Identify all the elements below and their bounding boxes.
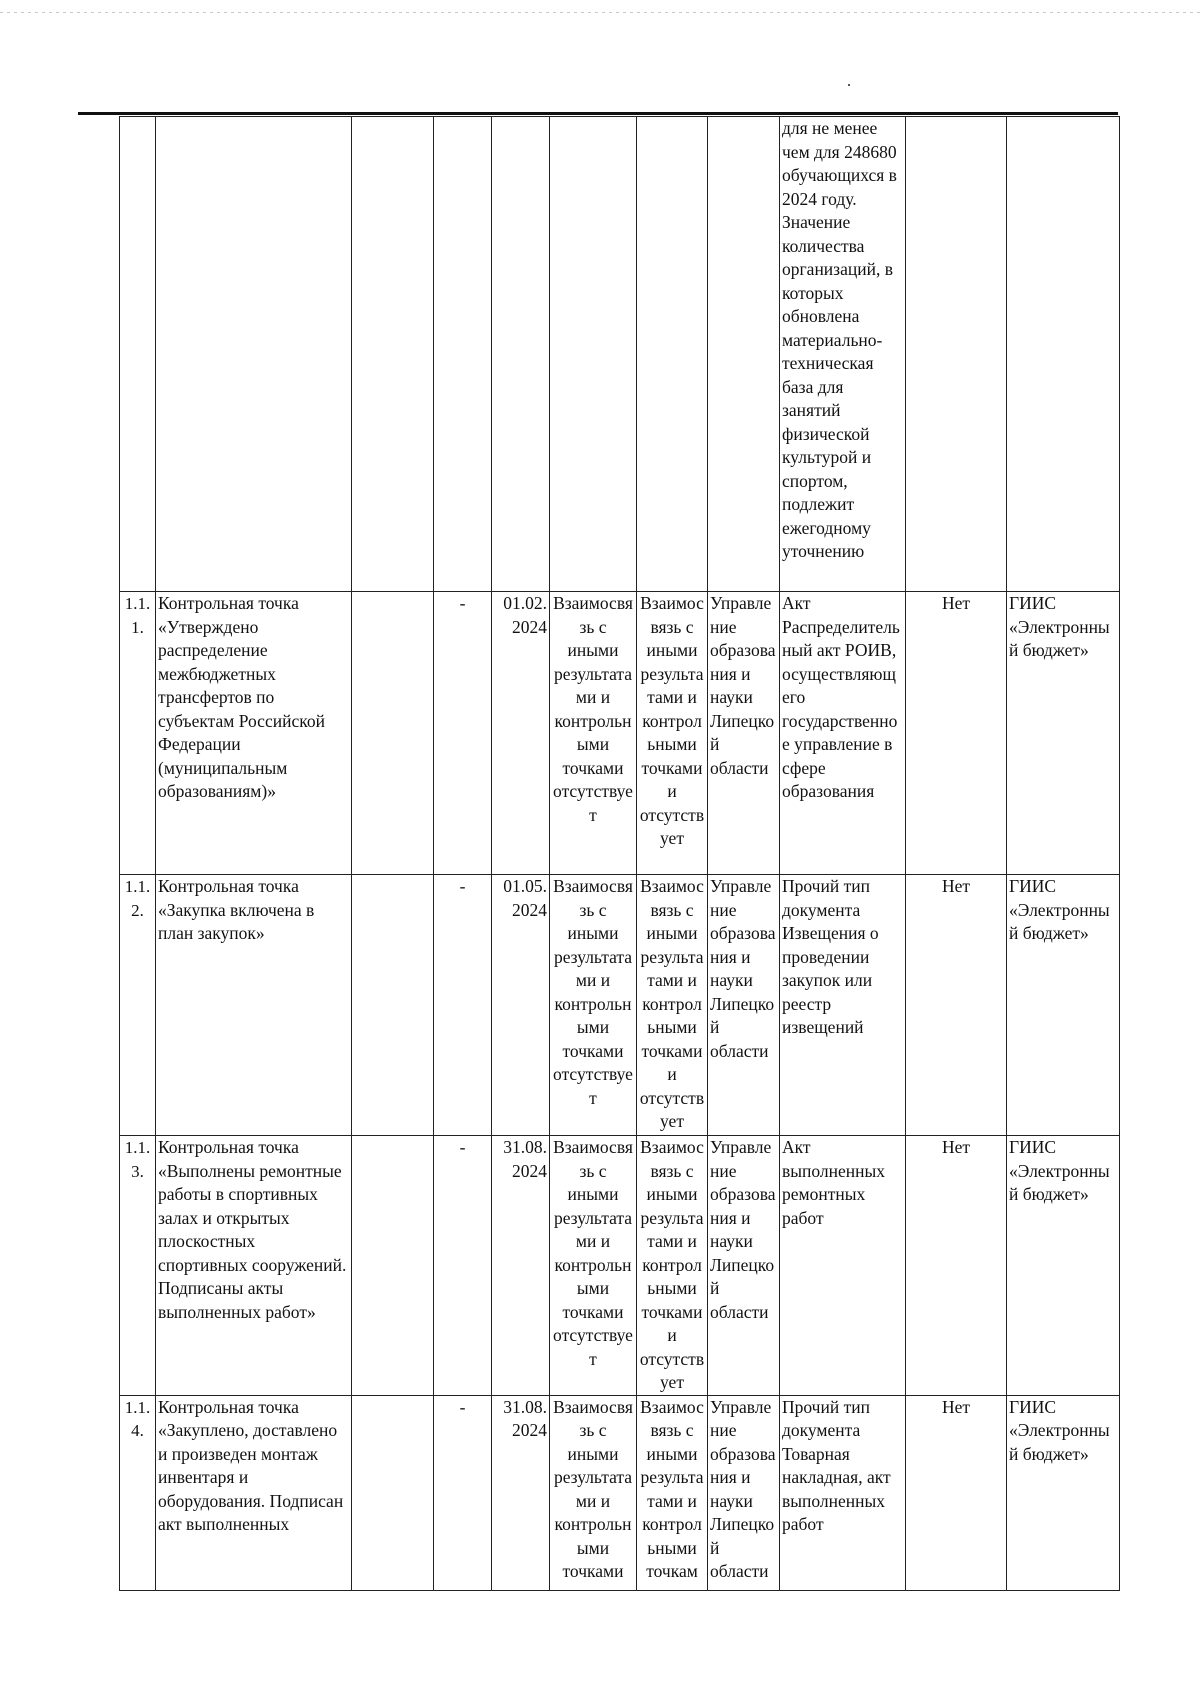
row-document: Акт Распределительный акт РОИВ, осуществляющего государственное управление в сфере образования [780, 592, 906, 875]
row-flag: Нет [906, 875, 1007, 1136]
row-number: 1.1.1. [120, 592, 156, 875]
row-dash: - [434, 592, 492, 875]
row-name: Контрольная точка «Закуплено, доставлено и произведен монтаж инвентаря и оборудования. Подписан акт выполненных [156, 1395, 352, 1590]
row-col3 [352, 875, 434, 1136]
row-name: Контрольная точка «Утверждено распределение межбюджетных трансфертов по субъектам Российской Федерации (муниципальным образованиям)» [156, 592, 352, 875]
row-name: Контрольная точка «Закупка включена в план закупок» [156, 875, 352, 1136]
row-relation-2: Взаимосвязь с иными результатами и контрольными точками и отсутствует [637, 592, 708, 875]
row-col3 [352, 1136, 434, 1396]
cont-name-cell [156, 117, 352, 592]
row-flag: Нет [906, 1136, 1007, 1396]
cont-col3-cell [352, 117, 434, 592]
row-dash: - [434, 1395, 492, 1590]
table-row [120, 875, 1120, 1136]
row-number: 1.1.4. [120, 1395, 156, 1590]
row-system: ГИИС «Электронный бюджет» [1007, 875, 1120, 1136]
row-flag: Нет [906, 1395, 1007, 1590]
row-system: ГИИС «Электронный бюджет» [1007, 1395, 1120, 1590]
row-responsible: Управление образования и науки Липецкой области [708, 1136, 780, 1396]
cont-dash-cell [434, 117, 492, 592]
row-number: 1.1.2. [120, 875, 156, 1136]
row-date: 31.08. 2024 [492, 1136, 550, 1396]
row-document: Акт выполненных ремонтных работ [780, 1136, 906, 1396]
row-relation-1: Взаимосвязь с иными результатами и контрольными точками отсутствует [550, 875, 637, 1136]
row-relation-2: Взаимосвязь с иными результатами и контрольными точкам [637, 1395, 708, 1590]
table-row [120, 1395, 1120, 1590]
cont-sys-cell [1007, 117, 1120, 592]
cont-doc-cell: для не менее чем для 248680 обучающихся в 2024 году. Значение количества организаций, в которых обновлена материально-техническая база для занятий физической культурой и спортом, подлежит ежегодному уточнению [780, 117, 906, 592]
row-system: ГИИС «Электронный бюджет» [1007, 1136, 1120, 1396]
row-responsible: Управление образования и науки Липецкой области [708, 1395, 780, 1590]
cont-num-cell [120, 117, 156, 592]
row-relation-1: Взаимосвязь с иными результатами и контрольными точками отсутствует [550, 592, 637, 875]
row-dash: - [434, 1136, 492, 1396]
scan-speck [848, 84, 850, 86]
row-col3 [352, 1395, 434, 1590]
cont-date-cell [492, 117, 550, 592]
row-document: Прочий тип документа Извещения о проведении закупок или реестр извещений [780, 875, 906, 1136]
row-flag: Нет [906, 592, 1007, 875]
row-name: Контрольная точка «Выполнены ремонтные работы в спортивных залах и открытых плоскостных спортивных сооружений. Подписаны акты выполненных работ» [156, 1136, 352, 1396]
row-responsible: Управление образования и науки Липецкой области [708, 592, 780, 875]
cont-flag-cell [906, 117, 1007, 592]
row-dash: - [434, 875, 492, 1136]
scan-edge-line [0, 12, 1200, 13]
row-date: 31.08. 2024 [492, 1395, 550, 1590]
row-responsible: Управление образования и науки Липецкой области [708, 875, 780, 1136]
row-relation-2: Взаимосвязь с иными результатами и контрольными точками и отсутствует [637, 1136, 708, 1396]
row-date: 01.02. 2024 [492, 592, 550, 875]
table-row [120, 1136, 1120, 1396]
continuation-row [120, 117, 1120, 592]
row-relation-1: Взаимосвязь с иными результатами и контрольными точками отсутствует [550, 1136, 637, 1396]
header-rule [78, 112, 1118, 115]
control-points-table [119, 116, 1120, 1591]
cont-rel2-cell [637, 117, 708, 592]
row-relation-1: Взаимосвязь с иными результатами и контрольными точками [550, 1395, 637, 1590]
table-row [120, 592, 1120, 875]
row-system: ГИИС «Электронный бюджет» [1007, 592, 1120, 875]
cont-rel1-cell [550, 117, 637, 592]
row-col3 [352, 592, 434, 875]
row-date: 01.05. 2024 [492, 875, 550, 1136]
row-relation-2: Взаимосвязь с иными результатами и контрольными точками и отсутствует [637, 875, 708, 1136]
cont-resp-cell [708, 117, 780, 592]
row-number: 1.1.3. [120, 1136, 156, 1396]
row-document: Прочий тип документа Товарная накладная, акт выполненных работ [780, 1395, 906, 1590]
